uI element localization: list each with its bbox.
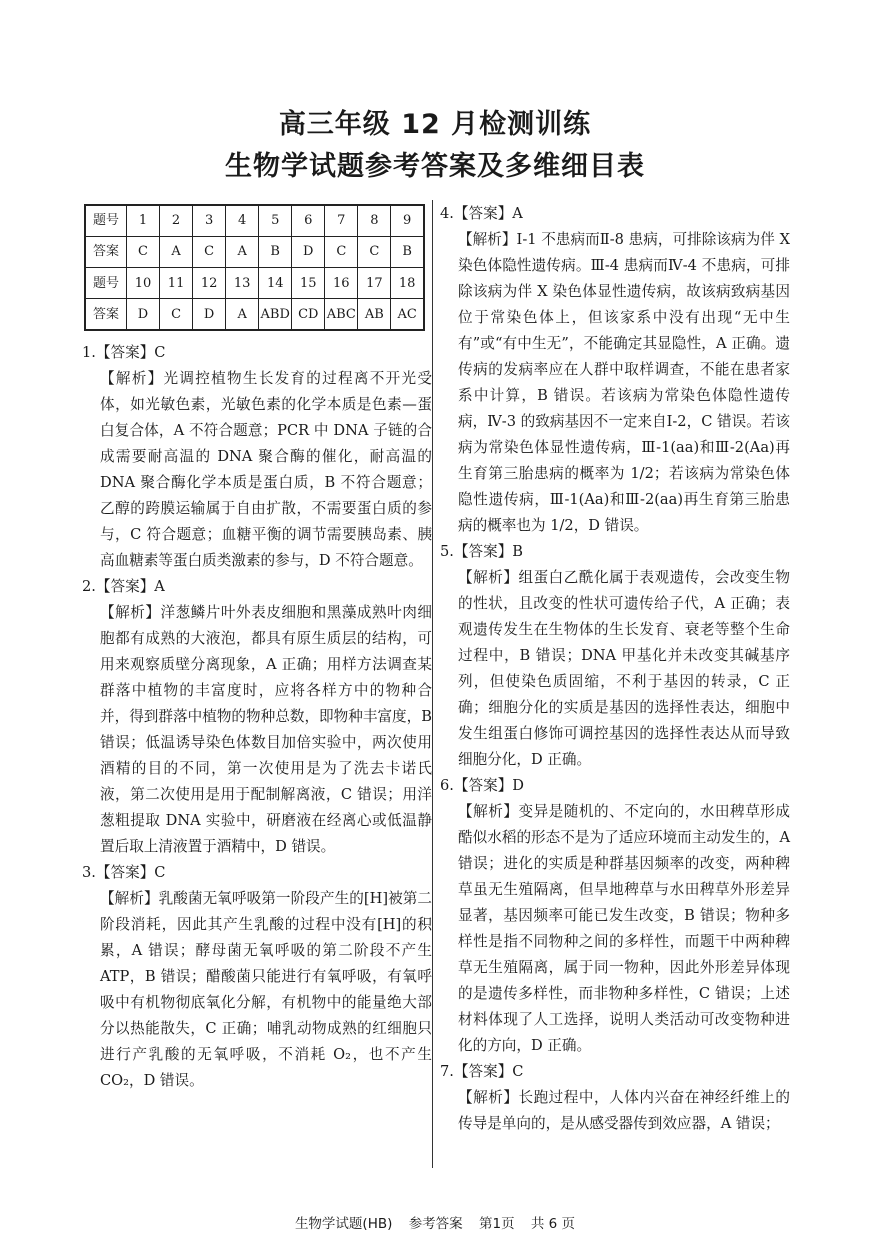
answer-table-cell: 14 [259,268,292,299]
question-3 [82,860,432,1094]
answer-table-row-header: 答案 [85,236,127,267]
answer-table-cell: 2 [160,205,193,236]
answer-head: 7.【答案】C [440,1063,524,1080]
answer-table-row [85,236,424,267]
answer-table-cell: 11 [160,268,193,299]
answer-table-cell: 3 [193,205,226,236]
answer-table-row [85,205,424,236]
question-2 [82,574,432,860]
answer-table-cell: A [226,236,259,267]
answer-table-cell: 18 [391,268,424,299]
analysis-text: 【解析】光调控植物生长发育的过程离不开光受体，如光敏色素，光敏色素的化学本质是色素—蛋白复合体，A 不符合题意；PCR 中 DNA 子链的合成需要耐高温的 DNA 聚合酶的催化，耐高温的 DNA 聚合酶化学本质是蛋白质，B 不符合题意；乙醇的跨膜运输属于自由扩散，不需要蛋白质的参与，C 符合题意；血糖平衡的调节需要胰岛素、胰高血糖素等蛋白质类激素的参与，D 不符合题意。 [100,370,432,569]
answer-table-cell: CD [292,299,325,330]
analysis-text: 【解析】洋葱鳞片叶外表皮细胞和黑藻成熟叶肉细胞都有成熟的大液泡，都具有原生质层的结构，可用来观察质壁分离现象，A 正确；用样方法调查某群落中植物的丰富度时，应将各样方中的物种合并，得到群落中植物的物种总数，即物种丰富度，B 错误；低温诱导染色体数目加倍实验中，两次使用酒精的目的不同，第一次使用是为了洗去卡诺氏液，第二次使用是用于配制解离液，C 错误；用洋葱粗提取 DNA 实验中，研磨液在经离心或低温静置后取上清液置于酒精中，D 错误。 [100,604,432,855]
question-7 [440,1059,790,1137]
footer-total: 共 6 页 [530,1216,576,1232]
answer-table-cell: 6 [292,205,325,236]
answer-table-cell: C [127,236,160,267]
answer-table-cell: 8 [358,205,391,236]
analysis-text: 【解析】乳酸菌无氧呼吸第一阶段产生的[H]被第二阶段消耗，因此其产生乳酸的过程中没有[H]的积累，A 错误；酵母菌无氧呼吸的第二阶段不产生 ATP，B 错误；醋酸菌只能进行有氧呼吸，有氧呼吸中有机物彻底氧化分解，有机物中的能量绝大部分以热能散失，C 正确；哺乳动物成熟的红细胞只进行产乳酸的无氧呼吸，不消耗 O₂，也不产生 CO₂，D 错误。 [100,890,432,1089]
question-6 [440,773,790,1059]
answer-table-cell: C [160,299,193,330]
question-1 [82,340,432,574]
answer-table-cell: 17 [358,268,391,299]
answer-head: 4.【答案】A [440,205,523,222]
answer-table-row-header: 题号 [85,268,127,299]
answer-table-cell: C [325,236,358,267]
answer-table-cell: 13 [226,268,259,299]
answer-table-cell: D [127,299,160,330]
answer-table-cell: 10 [127,268,160,299]
answer-table-row-header: 答案 [85,299,127,330]
analysis-text: 【解析】长跑过程中，人体内兴奋在神经纤维上的传导是单向的，是从感受器传到效应器，A 错误； [458,1089,790,1132]
answer-head: 6.【答案】D [440,777,524,794]
answer-table-cell: AC [391,299,424,330]
answer-table-cell: A [226,299,259,330]
answer-table-cell: 7 [325,205,358,236]
question-5 [440,539,790,773]
answer-table-cell: 15 [292,268,325,299]
answer-table-row-header: 题号 [85,205,127,236]
answer-table-cell: B [391,236,424,267]
answer-head: 2.【答案】A [82,578,165,595]
analysis-text: 【解析】Ⅰ-1 不患病而Ⅱ-8 患病，可排除该病为伴 X 染色体隐性遗传病。Ⅲ-4 患病而Ⅳ-4 不患病，可排除该病为伴 X 染色体显性遗传病，故该病致病基因位于常染色体上，但该家系中没有出现“无中生有”或“有中生无”，不能确定其显隐性，A 正确。遗传病的发病率应在人群中取样调查，不能在患者家系中计算，B 错误。若该病为常染色体隐性遗传病，Ⅳ-3 的致病基因不一定来自Ⅰ-2，C 错误。若该病为常染色体显性遗传病，Ⅲ-1(aa)和Ⅲ-2(Aa)再生育第三胎患病的概率为 1/2；若该病为常染色体隐性遗传病，Ⅲ-1(Aa)和Ⅲ-2(aa)再生育第三胎患病的概率也为 1/2，D 错误。 [458,231,790,534]
analysis-text: 【解析】变异是随机的、不定向的，水田稗草形成酷似水稻的形态不是为了适应环境而主动发生的，A 错误；进化的实质是种群基因频率的改变，两种稗草虽无生殖隔离，但旱地稗草与水田稗草外形差异显著，基因频率可能已发生改变，B 错误；物种多样性是指不同物种之间的多样性，而题干中两种稗草无生殖隔离，属于同一物种，因此外形差异体现的是遗传多样性，而非物种多样性，C 错误；上述材料体现了人工选择，说明人类活动可改变物种进化的方向，D 正确。 [458,803,790,1054]
answer-table-row [85,299,424,330]
answer-table-cell: C [358,236,391,267]
answer-table-cell: 9 [391,205,424,236]
answer-table-cell: ABD [259,299,292,330]
answer-head: 3.【答案】C [82,864,166,881]
answer-table-cell: AB [358,299,391,330]
answer-table-cell: 16 [325,268,358,299]
answer-table-cell: 5 [259,205,292,236]
title-line-1: 高三年级 12 月检测训练 [278,109,592,140]
footer-page: 第1页 [478,1216,515,1232]
answer-table-cell: A [160,236,193,267]
answer-table [84,204,425,331]
answer-table-cell: ABC [325,299,358,330]
answer-head: 1.【答案】C [82,344,166,361]
answer-table-cell: B [259,236,292,267]
left-column [82,340,432,1094]
answer-table-cell: 4 [226,205,259,236]
answer-table-cell: 12 [193,268,226,299]
answer-table-row [85,268,424,299]
answer-table-cell: D [292,236,325,267]
page-footer [0,1212,870,1232]
answer-head: 5.【答案】B [440,543,524,560]
right-column [440,201,790,1137]
answer-table-cell: D [193,299,226,330]
title-line-2: 生物学试题参考答案及多维细目表 [225,151,645,182]
answer-table-cell: 1 [127,205,160,236]
footer-subject: 生物学试题(HB) [294,1216,393,1232]
analysis-text: 【解析】组蛋白乙酰化属于表观遗传，会改变生物的性状，且改变的性状可遗传给子代，A 正确；表观遗传发生在生物体的生长发育、衰老等整个生命过程中，B 错误；DNA 甲基化并未改变其碱基序列，但使染色质固缩，不利于基因的转录，C 正确；细胞分化的实质是基因的选择性表达，细胞中发生组蛋白修饰可调控基因的选择性表达从而导致细胞分化，D 正确。 [458,569,790,768]
footer-type: 参考答案 [408,1216,463,1232]
question-4 [440,201,790,539]
column-divider [432,200,433,1168]
answer-table-cell: C [193,236,226,267]
